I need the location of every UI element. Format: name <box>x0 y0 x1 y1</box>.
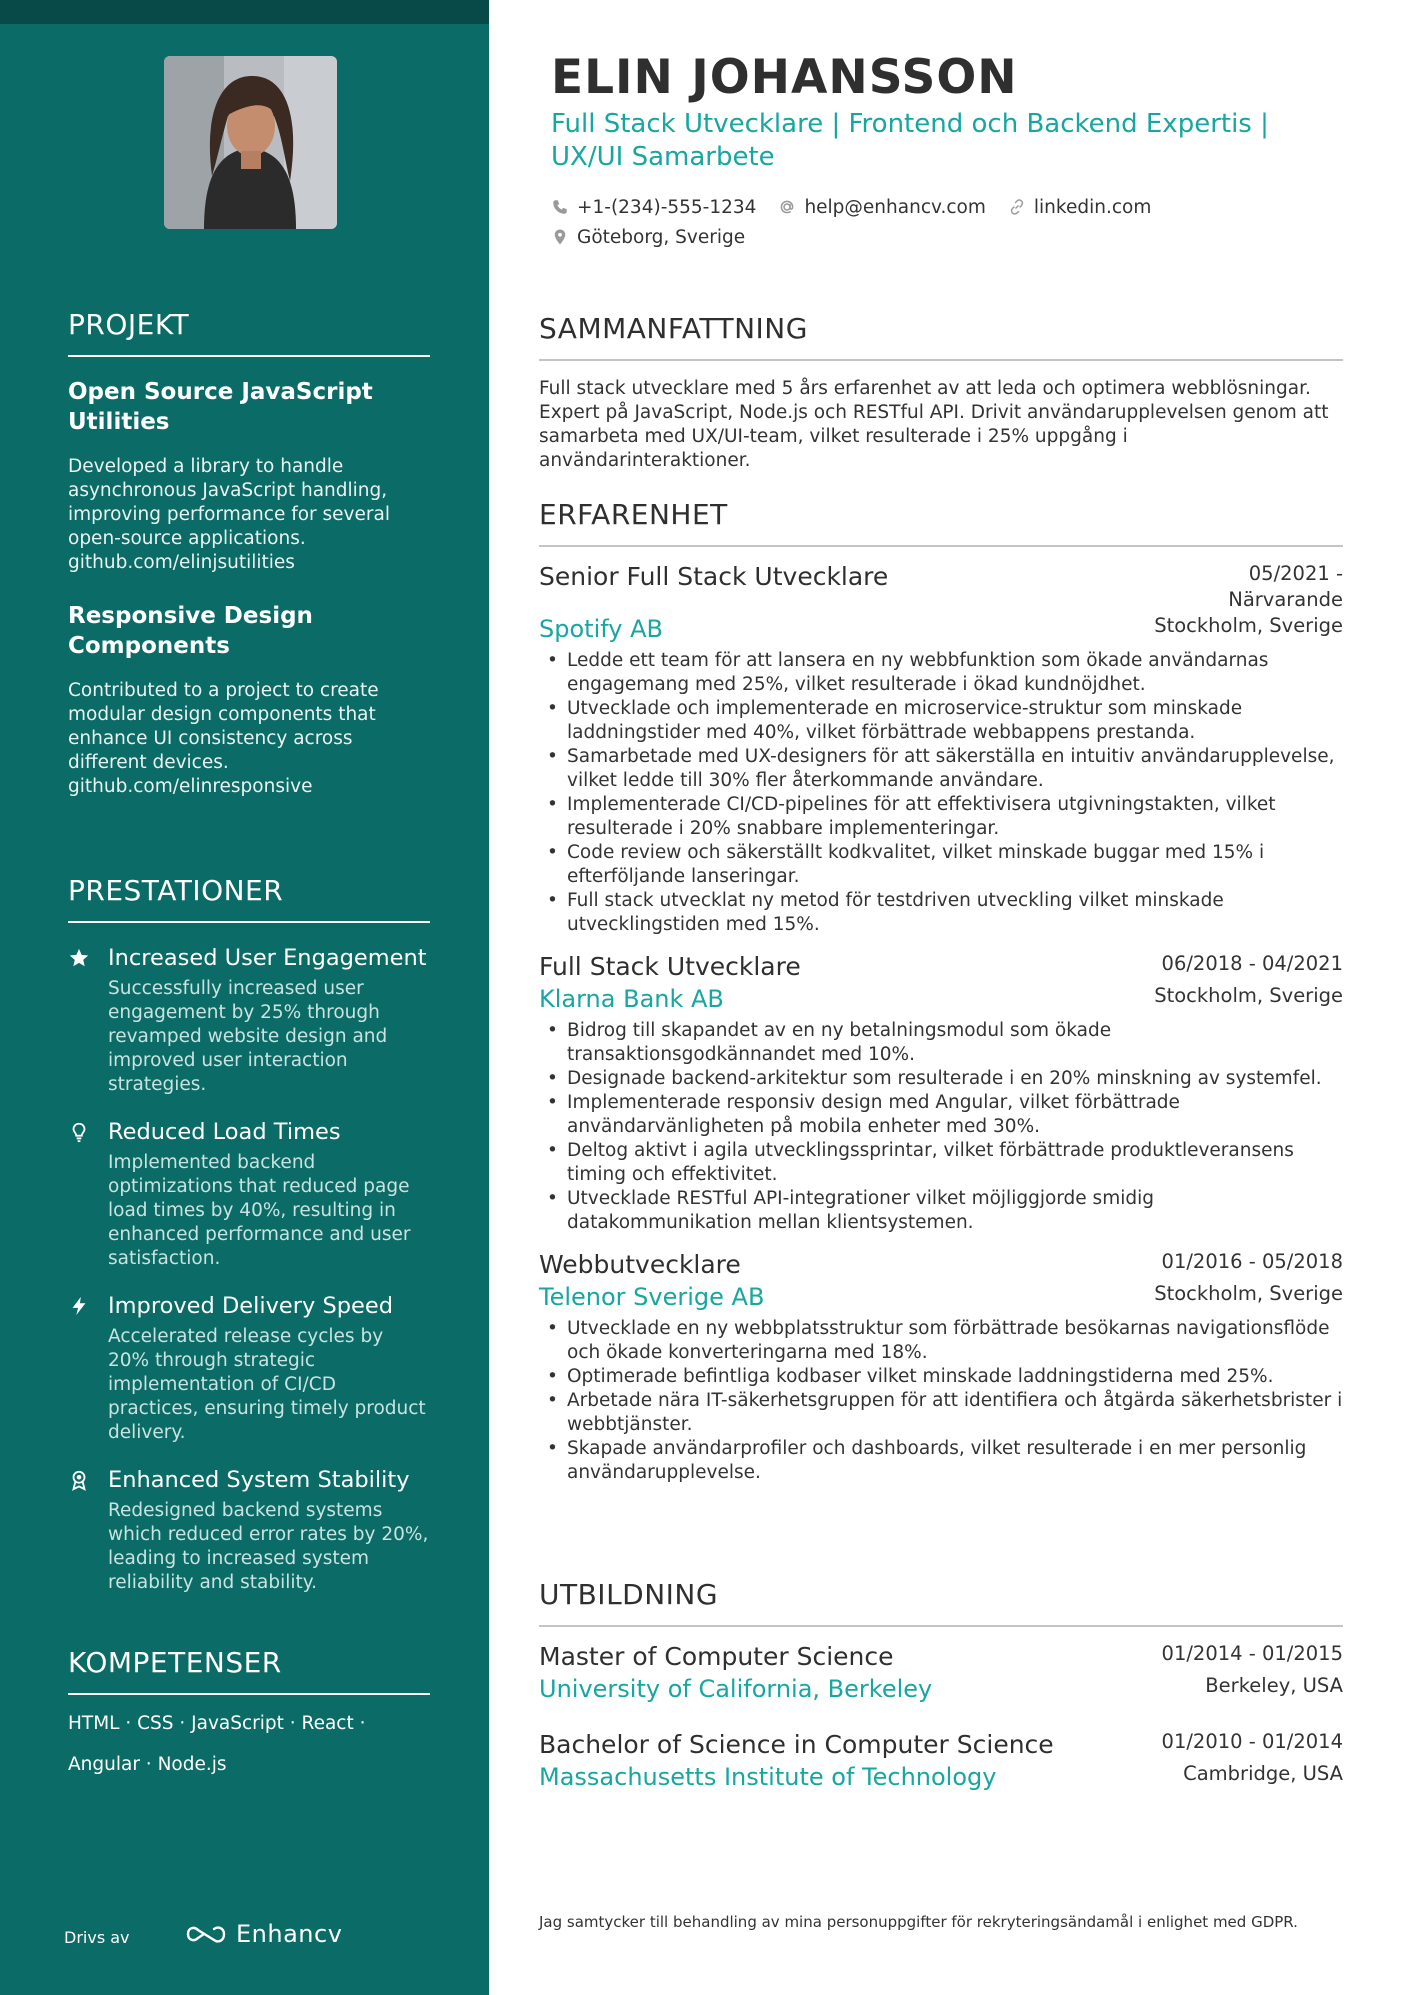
enhancv-logo-icon <box>184 1922 228 1946</box>
summary-section <box>539 312 1343 473</box>
education-dates: 01/2010 - 01/2014 <box>1161 1730 1343 1753</box>
degree-title: Bachelor of Science in Computer Science <box>539 1730 1054 1759</box>
achievement-description: Redesigned backend systems which reduced error rates by 20%, leading to increased system reliability and stability. <box>108 1500 429 1593</box>
job-location: Stockholm, Sverige <box>1154 614 1343 637</box>
job-bullets <box>539 649 1343 937</box>
projects-section <box>68 308 430 799</box>
achievement-title: Enhanced System Stability <box>108 1467 410 1493</box>
achievement-item <box>68 1465 430 1595</box>
sidebar-top-bar <box>0 0 489 24</box>
company-name: Telenor Sverige AB <box>539 1283 765 1311</box>
job-bullet: • Arbetade nära IT-säkerhetsgruppen för att identifiera och åtgärda säkerhetsbrister i webbtjänster. <box>539 1389 1343 1437</box>
headline-line: Full Stack Utvecklare | Frontend och Backend Expertis | <box>551 109 1269 139</box>
contact-info <box>551 192 1331 252</box>
job-bullet: • Samarbetade med UX-designers för att säkerställa en intuitiv användarupplevelse, vilket ledde till 30% fler återkommande användare. <box>539 745 1343 793</box>
job-bullet: • Designade backend-arkitektur som resulterade i en 20% minskning av systemfel. <box>539 1067 1343 1091</box>
job-title: Webbutvecklare <box>539 1250 741 1279</box>
linkedin-text: linkedin.com <box>1033 196 1152 218</box>
degree-title: Master of Computer Science <box>539 1642 894 1671</box>
achievement-item <box>68 1291 430 1445</box>
education-entry <box>539 1641 1343 1705</box>
job-bullet: • Bidrog till skapandet av en ny betalningsmodul som ökade transaktionsgodkännandet med 10%. <box>539 1019 1343 1067</box>
job-title: Full Stack Utvecklare <box>539 952 801 981</box>
job-bullet: • Skapade användarprofiler och dashboards, vilket resulterade i en mer personlig användarupplevelse. <box>539 1437 1343 1485</box>
lightning-icon <box>68 1295 90 1317</box>
experience-section <box>539 498 1343 1485</box>
job-entry <box>539 951 1343 1235</box>
skills-list <box>68 1703 430 1785</box>
company-name: Klarna Bank AB <box>539 985 724 1013</box>
summary-text: Full stack utvecklare med 5 års erfarenhet av att leda och optimera webblösningar. Expert på JavaScript, Node.js och RESTful API. Drivit användarupplevelsen genom att samarbeta med UX/UI-team, vilket resulterade i 25% uppgång i användarinteraktioner. <box>539 378 1329 471</box>
location-pin-icon <box>551 228 569 246</box>
school-name: University of California, Berkeley <box>539 1675 933 1703</box>
education-section <box>539 1578 1343 1793</box>
education-entry <box>539 1729 1343 1793</box>
job-entry <box>539 561 1343 937</box>
project-title: Responsive Design Components <box>68 603 313 659</box>
projects-heading: PROJEKT <box>68 308 430 357</box>
sidebar <box>0 0 489 1995</box>
skills-heading: KOMPETENSER <box>68 1646 430 1695</box>
job-bullet: • Utvecklade RESTful API-integrationer vilket möjliggjorde smidig datakommunikation mellan klientsystemen. <box>539 1187 1343 1235</box>
job-location: Stockholm, Sverige <box>1154 1282 1343 1305</box>
job-bullet: • Full stack utvecklat ny metod för testdriven utveckling vilket minskade utvecklingstiden med 15%. <box>539 889 1343 937</box>
achievement-description: Successfully increased user engagement by 25% through revamped website design and improved user interaction strategies. <box>108 978 388 1095</box>
job-bullet: • Utvecklade en ny webbplatsstruktur som förbättrade besökarnas navigationsflöde och ökade konverteringarna med 18%. <box>539 1317 1343 1365</box>
email-contact[interactable] <box>778 197 985 218</box>
project-title: Open Source JavaScript Utilities <box>68 379 373 435</box>
job-location: Stockholm, Sverige <box>1154 984 1343 1007</box>
candidate-name: ELIN JOHANSSON <box>551 50 1018 105</box>
job-bullets <box>539 1019 1343 1235</box>
achievement-item <box>68 943 430 1097</box>
school-location: Berkeley, USA <box>1205 1674 1343 1697</box>
headline <box>551 108 1311 174</box>
job-title: Senior Full Stack Utvecklare <box>539 562 889 591</box>
job-bullet: • Deltog aktivt i agila utvecklingssprintar, vilket förbättrade produktleveransens timing och effektivitet. <box>539 1139 1343 1187</box>
gdpr-consent: Jag samtycker till behandling av mina personuppgifter för rekryteringsändamål i enlighet med GDPR. <box>539 1913 1298 1931</box>
job-bullet: • Optimerade befintliga kodbaser vilket minskade laddningstiderna med 25%. <box>539 1365 1343 1389</box>
job-entry <box>539 1249 1343 1485</box>
achievement-title: Reduced Load Times <box>108 1119 341 1145</box>
achievements-heading: PRESTATIONER <box>68 874 430 923</box>
education-heading: UTBILDNING <box>539 1578 1343 1627</box>
job-dates <box>1228 561 1343 613</box>
award-icon <box>68 1469 90 1491</box>
linkedin-contact[interactable] <box>1008 197 1151 218</box>
achievement-item <box>68 1117 430 1271</box>
job-date-line: 05/2021 - <box>1248 562 1343 585</box>
job-dates: 06/2018 - 04/2021 <box>1161 952 1343 975</box>
project-item <box>68 601 430 799</box>
skills-line: Angular · Node.js <box>68 1754 227 1775</box>
job-dates: 01/2016 - 05/2018 <box>1161 1250 1343 1273</box>
lightbulb-icon <box>68 1121 90 1143</box>
school-location: Cambridge, USA <box>1183 1762 1343 1785</box>
brand-name: Enhancv <box>236 1920 343 1948</box>
education-dates: 01/2014 - 01/2015 <box>1161 1642 1343 1665</box>
achievements-section <box>68 874 430 1595</box>
experience-heading: ERFARENHET <box>539 498 1343 547</box>
job-bullets <box>539 1317 1343 1485</box>
summary-heading: SAMMANFATTNING <box>539 312 1343 361</box>
company-name: Spotify AB <box>539 615 663 643</box>
achievement-title: Increased User Engagement <box>108 945 427 971</box>
profile-photo <box>164 56 337 229</box>
powered-by-label: Drivs av <box>64 1928 130 1947</box>
project-item <box>68 377 430 575</box>
link-icon <box>1008 198 1026 216</box>
job-bullet: • Utvecklade och implementerade en microservice-struktur som minskade laddningstider med 40%, vilket förbättrade webbappens prestanda. <box>539 697 1343 745</box>
project-description: Contributed to a project to create modular design components that enhance UI consistency across different devices. github.com/elinresponsive <box>68 680 379 797</box>
job-bullet: • Implementerade responsiv design med Angular, vilket förbättrade användarvänligheten på mobila enheter med 30%. <box>539 1091 1343 1139</box>
achievement-description: Implemented backend optimizations that reduced page load times by 40%, resulting in enhanced performance and user satisfaction. <box>108 1152 411 1269</box>
skills-section <box>68 1646 430 1785</box>
job-date-line: Närvarande <box>1228 588 1343 611</box>
phone-text: +1-(234)-555-1234 <box>577 196 757 218</box>
brand-logo[interactable] <box>184 1920 342 1948</box>
phone-icon <box>551 198 569 216</box>
job-bullet: • Code review och säkerställt kodkvalitet, vilket minskade buggar med 15% i efterföljande lanseringar. <box>539 841 1343 889</box>
location-text: Göteborg, Sverige <box>577 226 746 248</box>
phone-contact[interactable] <box>551 197 756 218</box>
location-contact <box>551 227 745 248</box>
job-bullet: • Ledde ett team för att lansera en ny webbfunktion som ökade användarnas engagemang med 25%, vilket resulterade i ökad kundnöjdhet. <box>539 649 1343 697</box>
skills-line: HTML · CSS · JavaScript · React · <box>68 1713 366 1734</box>
school-name: Massachusetts Institute of Technology <box>539 1763 997 1791</box>
star-icon <box>68 947 90 969</box>
avatar <box>164 56 337 229</box>
achievement-title: Improved Delivery Speed <box>108 1293 394 1319</box>
email-text: help@enhancv.com <box>804 196 986 218</box>
project-description: Developed a library to handle asynchronous JavaScript handling, improving performance for several open-source applications. github.com/elinjsutilities <box>68 456 390 573</box>
headline-line: UX/UI Samarbete <box>551 142 775 172</box>
job-bullet: • Implementerade CI/CD-pipelines för att effektivisera utgivningstakten, vilket resulterade i 20% snabbare implementeringar. <box>539 793 1343 841</box>
at-icon <box>778 198 796 216</box>
achievement-description: Accelerated release cycles by 20% through strategic implementation of CI/CD practices, ensuring timely product delivery. <box>108 1326 426 1443</box>
